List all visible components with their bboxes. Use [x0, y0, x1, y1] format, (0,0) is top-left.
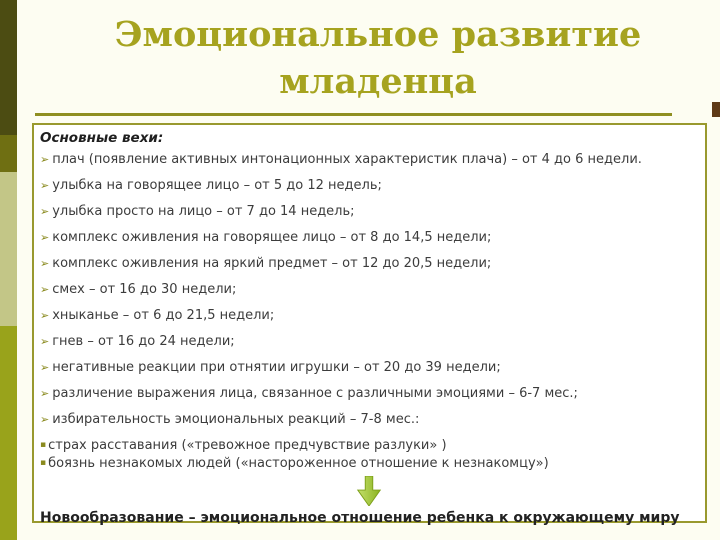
sub-list-item-text: страх расставания («тревожное предчувствие разлуки» ) [48, 438, 447, 453]
arrow-bullet-icon: ➢ [40, 257, 50, 270]
arrow-bullet-icon: ➢ [40, 413, 50, 426]
arrow-bullet-icon: ➢ [40, 231, 50, 244]
list-item [40, 203, 697, 220]
sub-list [40, 437, 697, 472]
arrow-bullet-icon: ➢ [40, 153, 50, 166]
sub-list-item [40, 455, 697, 472]
slide-footer-statement: Новообразование – эмоциональное отношение ребенка к окружающему миру [40, 510, 680, 526]
sub-list-item [40, 437, 697, 454]
arrow-bullet-icon: ➢ [40, 387, 50, 400]
list-item [40, 385, 697, 402]
list-item-text: комплекс оживления на яркий предмет – от 12 до 20,5 недели; [52, 256, 492, 271]
sidebar-accent-bar [0, 0, 17, 540]
square-bullet-icon: ▪ [40, 440, 47, 450]
list-item [40, 151, 697, 168]
arrow-bullet-icon: ➢ [40, 205, 50, 218]
slide-title-line2: младенца [279, 60, 477, 102]
section-heading: Основные вехи: [40, 130, 164, 146]
arrow-bullet-icon: ➢ [40, 361, 50, 374]
list-item-text: улыбка просто на лицо – от 7 до 14 недель; [52, 204, 355, 219]
list-item-text: гнев – от 16 до 24 недели; [52, 334, 235, 349]
list-item [40, 307, 697, 324]
content-box [32, 123, 707, 526]
arrow-bullet-icon: ➢ [40, 179, 50, 192]
arrow-bullet-icon: ➢ [40, 283, 50, 296]
arrow-bullet-icon: ➢ [40, 335, 50, 348]
down-arrow-icon [40, 476, 697, 506]
list-item-text: улыбка на говорящее лицо – от 5 до 12 недель; [52, 178, 382, 193]
square-bullet-icon: ▪ [40, 458, 47, 468]
list-item [40, 177, 697, 194]
list-item-text: плач (появление активных интонационных характеристик плача) – от 4 до 6 недели. [52, 152, 642, 167]
list-item [40, 411, 697, 428]
title-underline [35, 113, 672, 116]
list-item [40, 359, 697, 376]
list-item [40, 333, 697, 350]
list-item-text: хныканье – от 6 до 21,5 недели; [52, 308, 275, 323]
slide-title-line1: Эмоциональное развитие [114, 14, 642, 55]
sub-list-item-text: боязнь незнакомых людей («настороженное отношение к незнакомцу») [48, 456, 549, 471]
list-item [40, 229, 697, 246]
list-item [40, 281, 697, 298]
edge-accent-tick [712, 102, 720, 117]
list-item-text: смех – от 16 до 30 недели; [52, 282, 237, 297]
slide-title [50, 12, 706, 106]
list-item-text: избирательность эмоциональных реакций – 7-8 мес.: [52, 412, 420, 427]
list-item [40, 255, 697, 272]
list-item-text: негативные реакции при отнятии игрушки – от 20 до 39 недели; [52, 360, 501, 375]
arrow-bullet-icon: ➢ [40, 309, 50, 322]
list-item-text: комплекс оживления на говорящее лицо – от 8 до 14,5 недели; [52, 230, 492, 245]
list-item-text: различение выражения лица, связанное с различными эмоциями – 6-7 мес.; [52, 386, 578, 401]
